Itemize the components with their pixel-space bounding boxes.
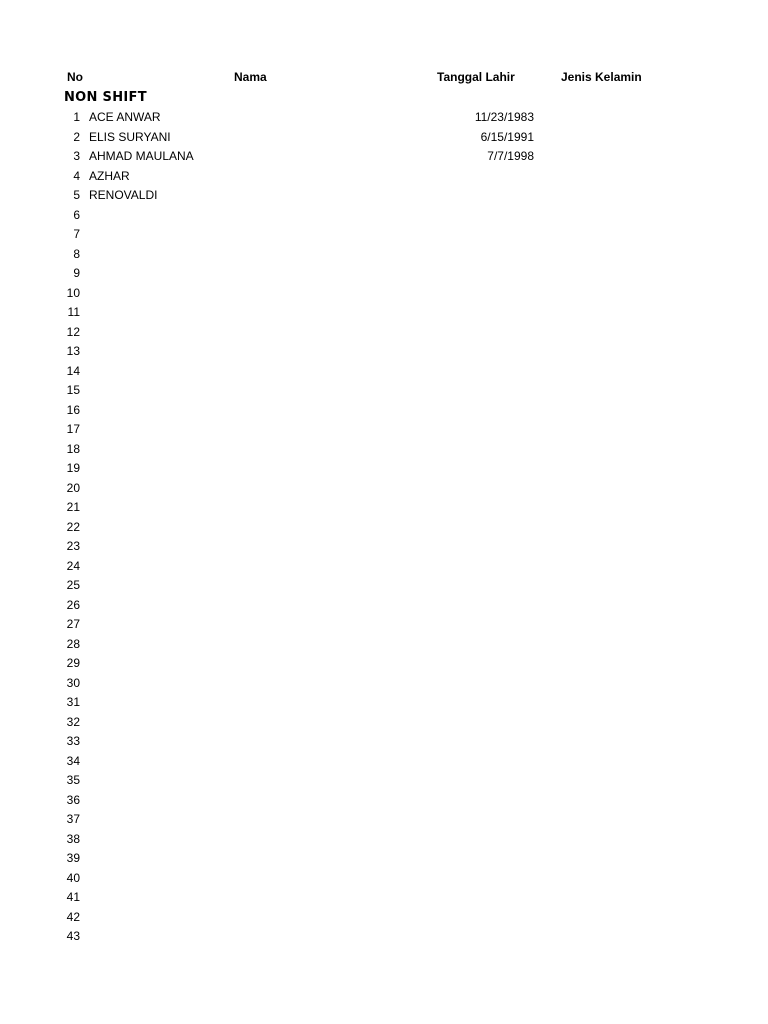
row-number: 8 <box>73 246 80 261</box>
table-row <box>0 129 768 149</box>
column-header-jenis-kelamin: Jenis Kelamin <box>561 70 642 84</box>
table-row <box>0 304 768 324</box>
row-number: 32 <box>66 714 80 729</box>
row-tanggal-lahir: 7/7/1998 <box>487 149 534 163</box>
row-number: 42 <box>66 909 80 924</box>
column-header-nama: Nama <box>234 70 267 84</box>
row-number: 9 <box>73 266 80 280</box>
row-number: 30 <box>66 675 80 690</box>
table-row <box>0 850 768 870</box>
row-number: 13 <box>66 344 80 358</box>
table-row <box>0 733 768 753</box>
column-header-tanggal-lahir: Tanggal Lahir <box>437 70 515 84</box>
table-row <box>0 441 768 461</box>
table-row <box>0 519 768 539</box>
row-number: 43 <box>66 929 80 943</box>
row-nama: ELIS SURYANI <box>89 129 171 144</box>
row-number: 11 <box>67 305 80 319</box>
table-row <box>0 636 768 656</box>
row-nama: AZHAR <box>89 168 130 183</box>
table-row <box>0 772 768 792</box>
row-number: 16 <box>66 402 80 417</box>
row-number: 7 <box>73 227 80 241</box>
row-number: 31 <box>66 695 80 709</box>
table-row <box>0 753 768 773</box>
row-number: 38 <box>66 831 80 846</box>
row-number: 40 <box>66 870 80 885</box>
table-row <box>0 109 768 129</box>
table-row <box>0 909 768 929</box>
row-number: 4 <box>73 168 80 183</box>
row-number: 27 <box>66 617 80 631</box>
row-number: 18 <box>66 441 80 456</box>
row-number: 10 <box>66 285 80 300</box>
table-row <box>0 889 768 909</box>
table-row <box>0 324 768 344</box>
table-row <box>0 363 768 383</box>
table-row <box>0 148 768 168</box>
row-number: 35 <box>66 773 80 787</box>
table-row <box>0 246 768 266</box>
table-row <box>0 792 768 812</box>
table-row <box>0 655 768 675</box>
section-title: NON SHIFT <box>64 90 147 105</box>
table-row <box>0 694 768 714</box>
column-header-no: No <box>67 70 83 84</box>
table-row <box>0 460 768 480</box>
row-number: 14 <box>66 363 80 378</box>
row-number: 19 <box>66 461 80 475</box>
row-number: 39 <box>66 851 80 865</box>
table-row <box>0 714 768 734</box>
table-row <box>0 168 768 188</box>
table-row <box>0 577 768 597</box>
row-number: 33 <box>66 734 80 748</box>
table-row <box>0 870 768 890</box>
row-nama: AHMAD MAULANA <box>89 149 194 163</box>
table-row <box>0 675 768 695</box>
table-row <box>0 480 768 500</box>
row-number: 34 <box>66 753 80 768</box>
row-tanggal-lahir: 11/23/1983 <box>474 110 534 124</box>
table-row <box>0 499 768 519</box>
row-number: 37 <box>66 812 80 826</box>
data-rows <box>0 109 768 948</box>
table-row <box>0 207 768 227</box>
row-number: 5 <box>73 188 80 202</box>
table-row <box>0 811 768 831</box>
table-row <box>0 265 768 285</box>
row-number: 2 <box>73 129 80 144</box>
row-nama: RENOVALDI <box>89 188 158 202</box>
row-number: 12 <box>66 324 80 339</box>
row-number: 25 <box>66 578 80 592</box>
row-number: 22 <box>66 519 80 534</box>
table-row <box>0 831 768 851</box>
table-row <box>0 928 768 948</box>
row-number: 17 <box>66 422 80 436</box>
table-row <box>0 421 768 441</box>
table-row <box>0 616 768 636</box>
table-row <box>0 597 768 617</box>
row-number: 26 <box>66 597 80 612</box>
row-number: 1 <box>73 110 80 124</box>
row-nama: ACE ANWAR <box>89 110 161 124</box>
table-row <box>0 226 768 246</box>
row-number: 29 <box>66 656 80 670</box>
table-row <box>0 285 768 305</box>
row-number: 28 <box>66 636 80 651</box>
row-number: 21 <box>66 500 80 514</box>
row-number: 15 <box>66 383 80 397</box>
table-row <box>0 402 768 422</box>
table-row <box>0 558 768 578</box>
row-number: 36 <box>66 792 80 807</box>
row-number: 3 <box>73 149 80 163</box>
row-number: 23 <box>66 539 80 553</box>
table-row <box>0 382 768 402</box>
row-number: 41 <box>66 890 80 904</box>
row-number: 24 <box>66 558 80 573</box>
column-header-row <box>0 70 768 88</box>
row-tanggal-lahir: 6/15/1991 <box>480 129 534 144</box>
table-row <box>0 538 768 558</box>
row-number: 6 <box>73 207 80 222</box>
row-number: 20 <box>66 480 80 495</box>
table-row <box>0 187 768 207</box>
table-row <box>0 343 768 363</box>
